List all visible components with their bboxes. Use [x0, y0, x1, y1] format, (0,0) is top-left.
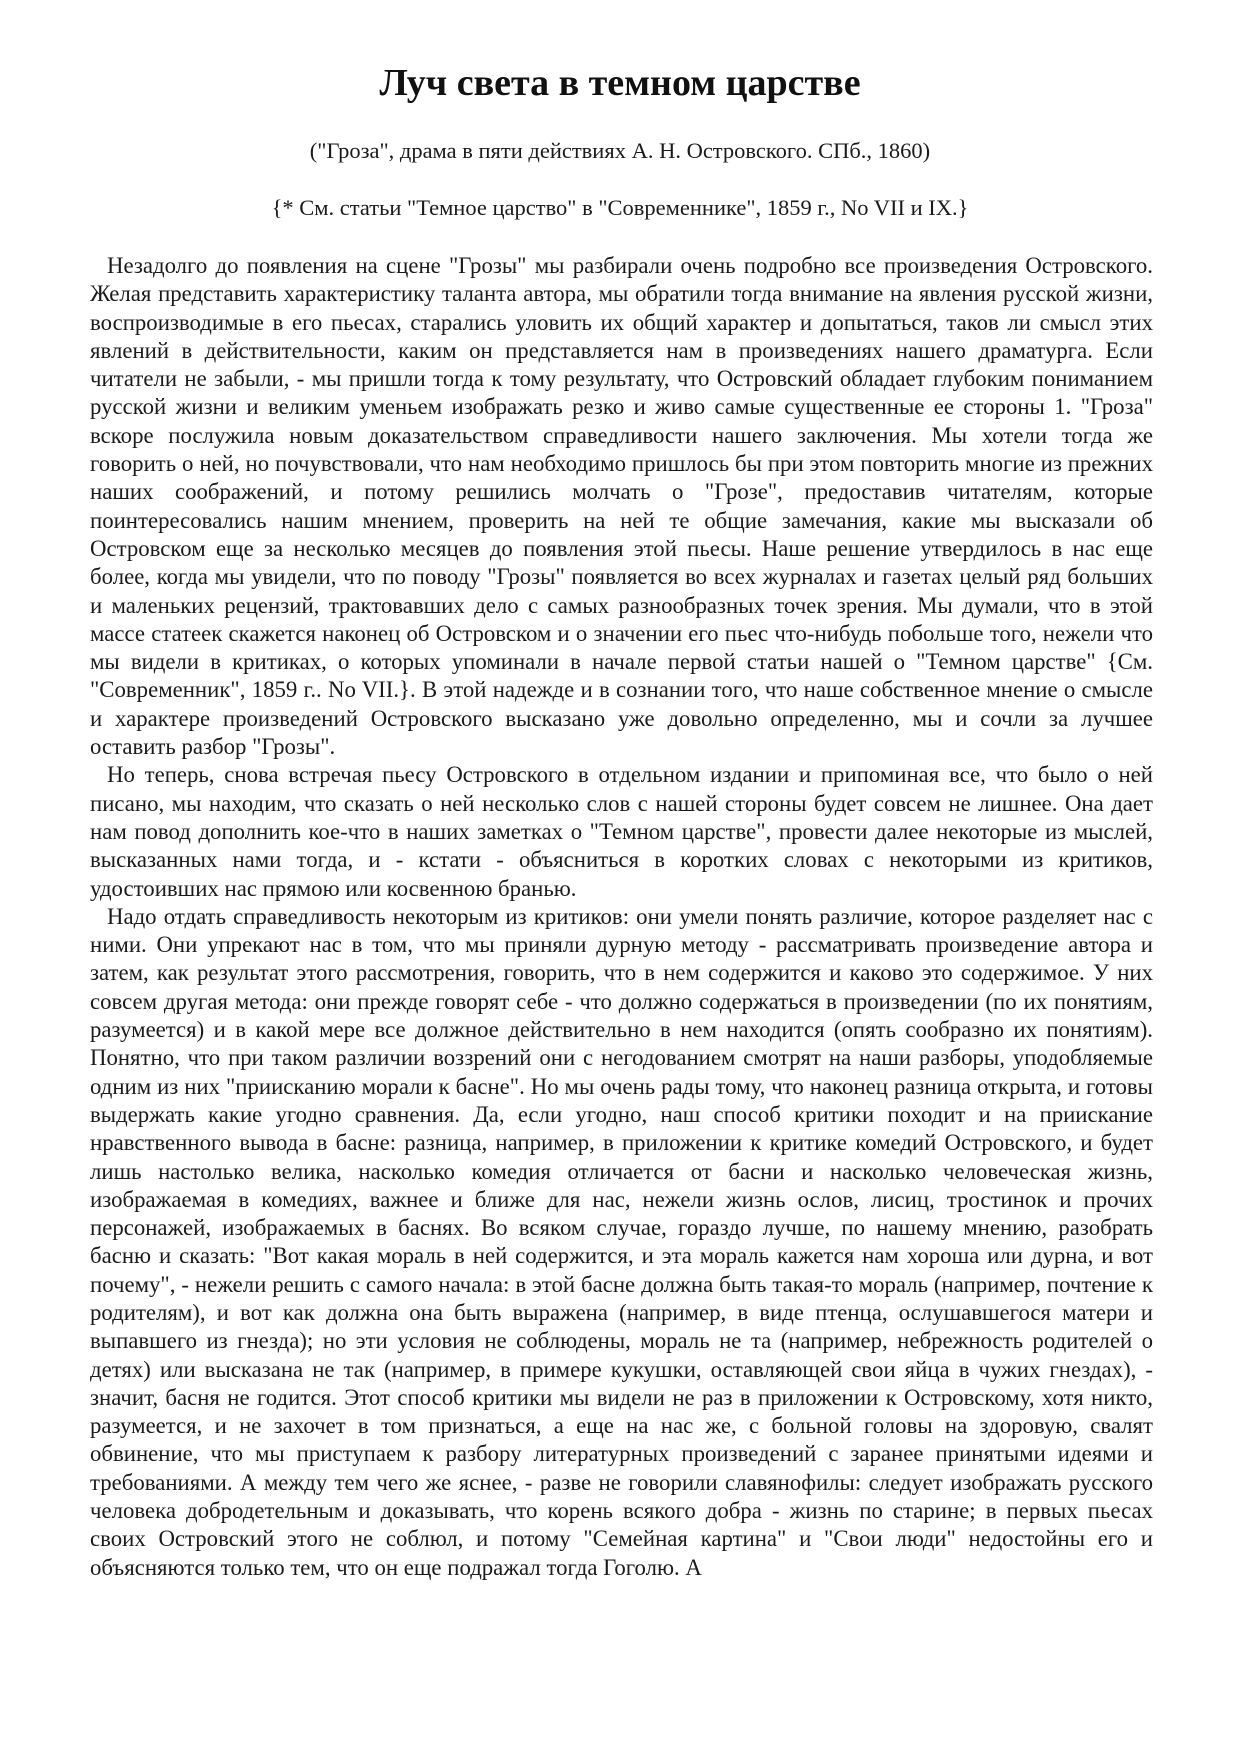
paragraph: Надо отдать справедливость некоторым из критиков: они умели понять различие, которое разделяет нас с ними. Они упрекают нас в том, что мы приняли дурную методу - рассматривать произведение автора и затем, как результат этого рассмотрения, говорить, что в нем содержится и каково это содержимое. У них совсем другая метода: они прежде говорят себе - что должно содержаться в произведении (по их понятиям, разумеется) и в какой мере все должное действительно в нем находится (опять сообразно их понятиям). Понятно, что при таком различии воззрений они с негодованием смотрят на наши разборы, уподобляемые одним из них "приисканию морали к басне". Но мы очень рады тому, что наконец разница открыта, и готовы выдержать какие угодно сравнения. Да, если угодно, наш способ критики походит и на приискание нравственного вывода в басне: разница, например, в приложении к критике комедий Островского, и будет лишь настолько велика, насколько комедия отличается от басни и насколько человеческая жизнь, изображаемая в комедиях, важнее и ближе для нас, нежели жизнь ослов, лисиц, тростинок и прочих персонажей, изображаемых в баснях. Во всяком случае, гораздо лучше, по нашему мнению, разобрать басню и сказать: "Вот какая мораль в ней содержится, и эта мораль кажется нам хороша или дурна, и вот почему", - нежели решить с самого начала: в этой басне должна быть такая-то мораль (например, почтение к родителям), и вот как должна она быть выражена (например, в виде птенца, ослушавшегося матери и выпавшего из гнезда); но эти условия не соблюдены, мораль не та (например, небрежность родителей о детях) или высказана не так (например, в примере кукушки, оставляющей свои яйца в чужих гнездах), - значит, басня не годится. Этот способ критики мы видели не раз в приложении к Островскому, хотя никто, разумеется, и не захочет в том признаться, а еще на нас же, с больной головы на здоровую, свалят обвинение, что мы приступаем к разбору литературных произведений с заранее принятыми идеями и требованиями. А между тем чего же яснее, - разве не говорили славянофилы: следует изображать русского человека добродетельным и доказывать, что корень всякого добра - жизнь по старине; в первых пьесах своих Островский этого не соблюл, и потому "Семейная картина" и "Свои люди" недостойны его и объясняются только тем, что он еще подражал тогда Гоголю. А	[90, 903, 1153, 1580]
document-title: Луч света в темном царстве	[379, 62, 861, 104]
document-footnote: {* См. статьи "Темное царство" в "Современнике", 1859 г., No VII и IX.}	[271, 195, 969, 220]
article-body	[90, 252, 1153, 1582]
paragraph: Незадолго до появления на сцене "Грозы" мы разбирали очень подробно все произведения Островского. Желая представить характеристику таланта автора, мы обратили тогда внимание на явления русской жизни, воспроизводимые в его пьесах, старались уловить их общий характер и допытаться, таков ли смысл этих явлений в действительности, каким он представляется нам в произведениях нашего драматурга. Если читатели не забыли, - мы пришли тогда к тому результату, что Островский обладает глубоким пониманием русской жизни и великим уменьем изображать резко и живо самые существенные ее стороны 1. "Гроза" вскоре послужила новым доказательством справедливости нашего заключения. Мы хотели тогда же говорить о ней, но почувствовали, что нам необходимо пришлось бы при этом повторить многие из прежних наших соображений, и потому решились молчать о "Грозе", предоставив читателям, которые поинтересовались нашим мнением, проверить на ней те общие замечания, какие мы высказали об Островском еще за несколько месяцев до появления этой пьесы. Наше решение утвердилось в нас еще более, когда мы увидели, что по поводу "Грозы" появляется во всех журналах и газетах целый ряд больших и маленьких рецензий, трактовавших дело с самых разнообразных точек зрения. Мы думали, что в этой массе статеек скажется наконец об Островском и о значении его пьес что-нибудь побольше того, нежели что мы видели в критиках, о которых упоминали в начале первой статьи нашей о "Темном царстве" {См. "Современник", 1859 г.. No VII.}. В этой надежде и в сознании того, что наше собственное мнение о смысле и характере произведений Островского высказано уже довольно определенно, мы и сочли за лучшее оставить разбор "Грозы".	[90, 253, 1153, 760]
paragraph: Но теперь, снова встречая пьесу Островского в отдельном издании и припоминая все, что было о ней писано, мы находим, что сказать о ней несколько слов с нашей стороны будет совсем не лишнее. Она дает нам повод дополнить кое-что в наших заметках о "Темном царстве", провести далее некоторые из мыслей, высказанных нами тогда, и - кстати - объясниться в коротких словах с некоторыми из критиков, удостоивших нас прямою или косвенною бранью.	[90, 762, 1153, 901]
document-subtitle: ("Гроза", драма в пяти действиях А. Н. Островского. СПб., 1860)	[309, 138, 931, 163]
